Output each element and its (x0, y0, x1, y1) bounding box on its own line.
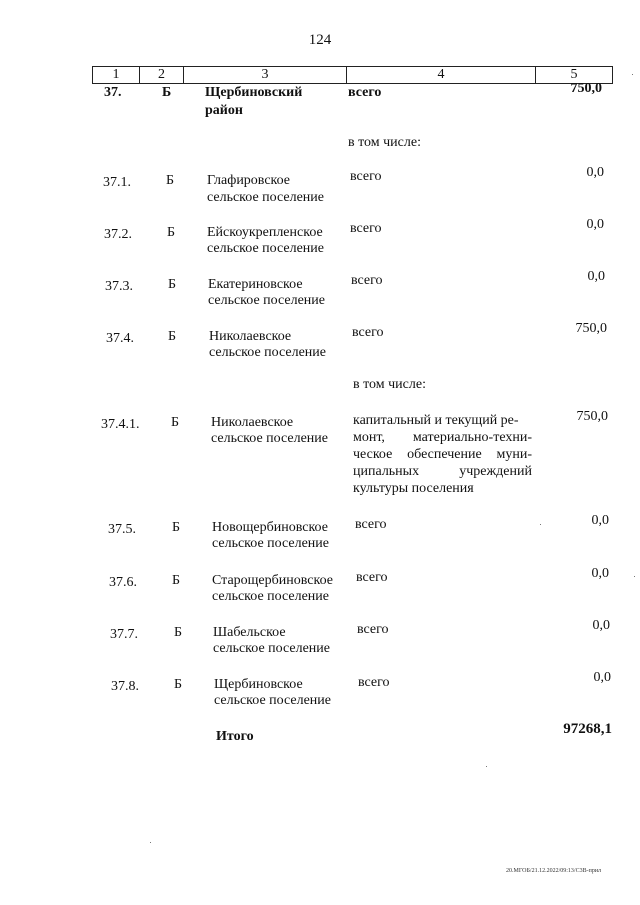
row-category: Б (167, 225, 176, 240)
row-number: 37.4. (106, 331, 134, 346)
row-number: 37.2. (104, 227, 132, 242)
row-type: всего (350, 169, 382, 184)
row-value: 0,0 (586, 165, 604, 180)
row-value: 750,0 (570, 81, 602, 96)
row-value: 0,0 (591, 513, 609, 528)
row-type: всего (350, 221, 382, 236)
row-name-line-2: сельское поселение (212, 589, 329, 604)
row-name-line-2: сельское поселение (211, 431, 328, 446)
header-col-1: 1 (112, 67, 120, 82)
row-category: Б (168, 329, 177, 344)
row-value: 0,0 (586, 217, 604, 232)
row-name-line-1: Щербиновский (205, 85, 303, 100)
row-name-line-1: Старощербиновское (212, 573, 333, 588)
row-name-line-2: сельское поселение (207, 190, 324, 205)
row-name-line-2: сельское поселение (213, 641, 330, 656)
row-number: 37.8. (111, 679, 139, 694)
row-type: всего (352, 325, 384, 340)
scan-speck (540, 524, 541, 525)
including-label: в том числе: (348, 135, 421, 150)
row-value: 750,0 (576, 409, 608, 424)
row-type: всего (356, 570, 388, 585)
row-value: 0,0 (592, 618, 610, 633)
row-name-line-1: Николаевское (209, 329, 292, 344)
header-col-2: 2 (139, 67, 183, 83)
row-name-line-2: сельское поселение (214, 693, 331, 708)
scan-speck (486, 766, 487, 767)
row-value: 750,0 (575, 321, 607, 336)
row-category: Б (171, 415, 180, 430)
row-type-line-2: монт, материально-техни- (353, 430, 532, 445)
row-type-line-3: ческое обеспечение муни- (353, 447, 532, 462)
row-category: Б (174, 625, 183, 640)
total-label: Итого (216, 729, 254, 744)
row-number: 37.1. (103, 175, 131, 190)
row-number: 37.3. (105, 279, 133, 294)
document-footer-code: 20.МГОБ/21.12.2022/09:13/С3В-прил (506, 868, 602, 874)
page-number: 124 (308, 32, 332, 48)
row-type: всего (355, 517, 387, 532)
row-name-line-2: сельское поселение (212, 536, 329, 551)
row-category: Б (172, 573, 181, 588)
scan-speck (634, 576, 635, 577)
row-number: 37. (104, 85, 122, 100)
row-name-line-2: сельское поселение (208, 293, 325, 308)
row-value: 0,0 (591, 566, 609, 581)
row-number: 37.5. (108, 522, 136, 537)
row-type: всего (348, 85, 382, 100)
row-category: Б (166, 173, 175, 188)
row-category: Б (174, 677, 183, 692)
row-name-line-1: Щербиновское (214, 677, 303, 692)
row-number: 37.6. (109, 575, 137, 590)
row-name-line-1: Екатериновское (208, 277, 303, 292)
row-name-line-1: Новощербиновское (212, 520, 328, 535)
row-name-line-1: Ейскоукрепленское (207, 225, 323, 240)
header-col-4: 4 (346, 67, 535, 83)
row-category: Б (168, 277, 177, 292)
row-value: 0,0 (587, 269, 605, 284)
total-value: 97268,1 (563, 721, 612, 737)
row-type-line-1: капитальный и текущий ре- (353, 413, 519, 428)
row-category: Б (162, 85, 172, 100)
including-label: в том числе: (353, 377, 426, 392)
row-name-line-2: район (205, 103, 243, 118)
row-category: Б (172, 520, 181, 535)
row-number: 37.4.1. (101, 417, 140, 432)
row-type-line-4: ципальных учреждений (353, 464, 532, 479)
header-col-5: 5 (535, 67, 612, 83)
scan-speck (632, 74, 633, 75)
row-value: 0,0 (593, 670, 611, 685)
row-type: всего (357, 622, 389, 637)
row-name-line-1: Николаевское (211, 415, 294, 430)
row-name-line-2: сельское поселение (207, 241, 324, 256)
row-name-line-2: сельское поселение (209, 345, 326, 360)
row-number: 37.7. (110, 627, 138, 642)
row-type: всего (351, 273, 383, 288)
row-name-line-1: Шабельское (213, 625, 286, 640)
header-col-3: 3 (183, 67, 346, 83)
row-type: всего (358, 675, 390, 690)
row-type-line-5: культуры поселения (353, 481, 474, 496)
row-name-line-1: Глафировское (207, 173, 291, 188)
scan-speck (150, 842, 151, 843)
